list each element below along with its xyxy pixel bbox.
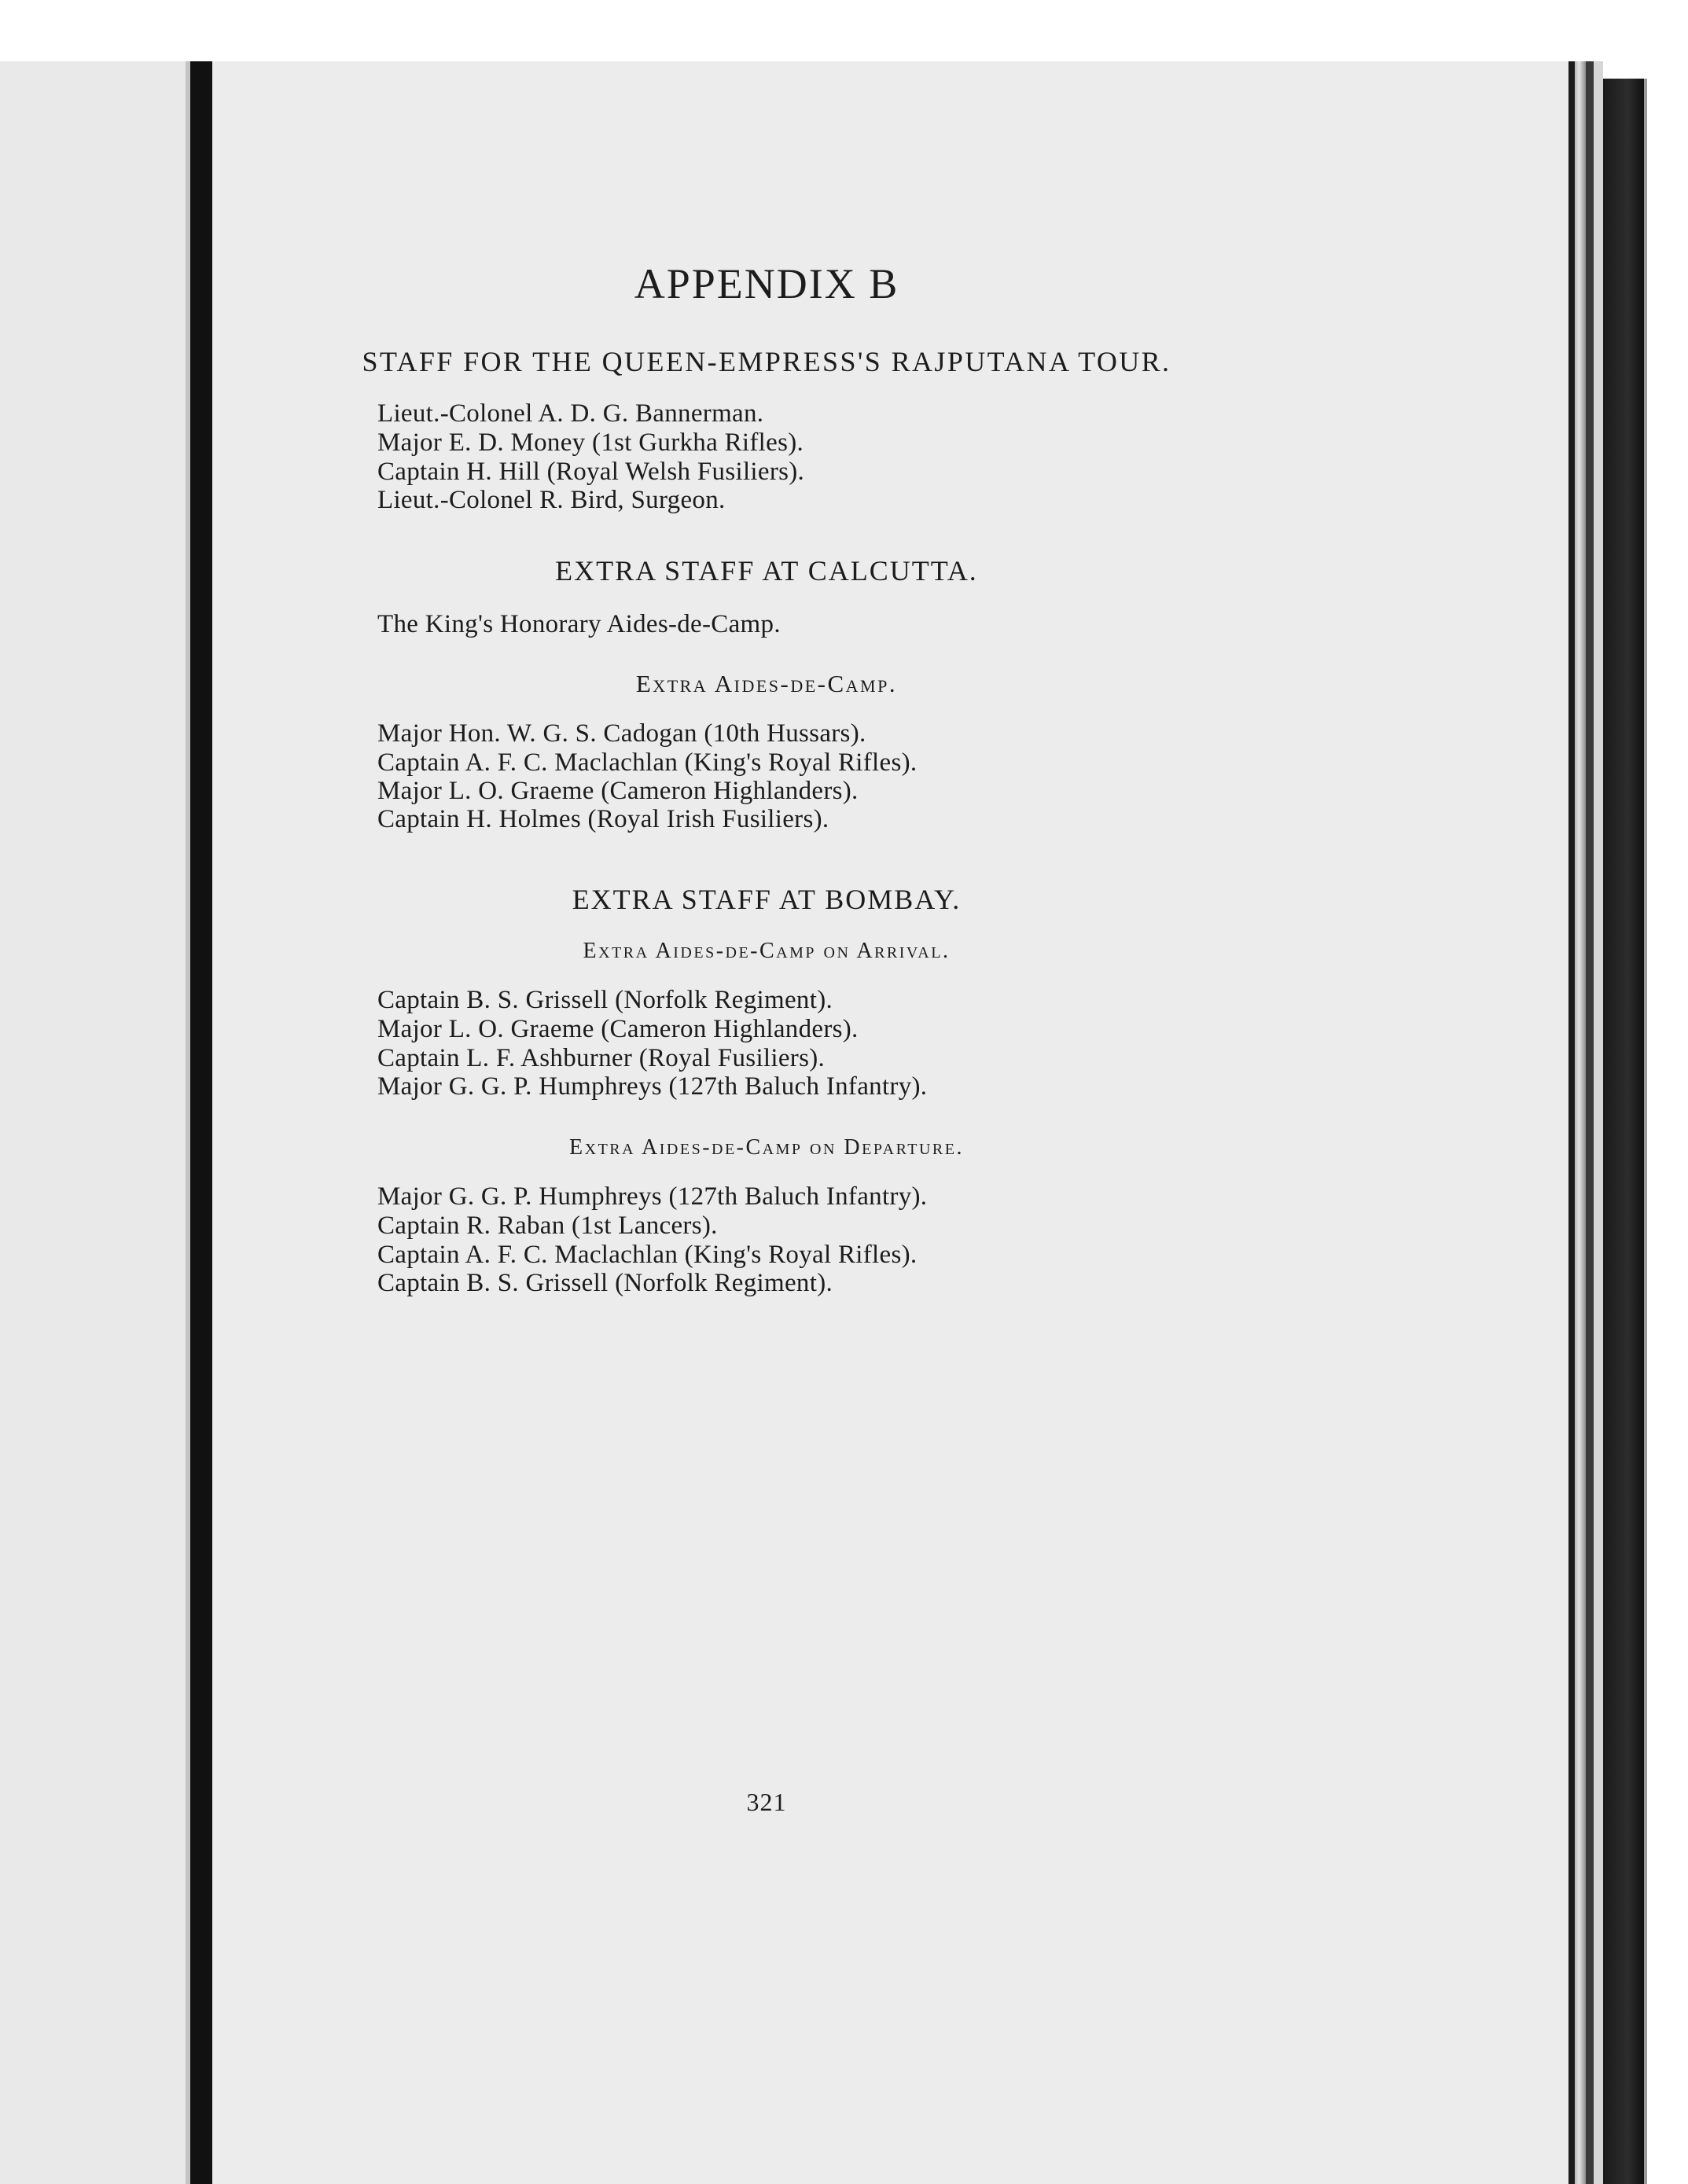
bombay-arrival-subheading: Extra Aides-de-Camp on Arrival. [583, 939, 951, 963]
calcutta-aides-subheading: Extra Aides-de-Camp. [635, 670, 898, 697]
rajputana-entry: Lieut.-Colonel R. Bird, Surgeon. [377, 486, 726, 514]
calcutta-honorary-note: The King's Honorary Aides-de-Camp. [377, 610, 781, 638]
calcutta-entry: Captain H. Holmes (Royal Irish Fusiliers). [377, 805, 829, 833]
rajputana-entry: Captain H. Hill (Royal Welsh Fusiliers). [377, 458, 805, 486]
bombay-departure-entry: Captain R. Raban (1st Lancers). [377, 1211, 718, 1240]
book-spine [190, 61, 212, 2184]
bombay-departure-entry: Major G. G. P. Humphreys (127th Baluch Infantry). [377, 1182, 928, 1211]
bombay-departure-entry: Captain B. S. Grissell (Norfolk Regiment). [377, 1269, 833, 1297]
bombay-departure-entry: Captain A. F. C. Maclachlan (King's Royal Rifles). [377, 1241, 918, 1269]
page-stack-edge [1575, 61, 1586, 2184]
calcutta-entry: Major L. O. Graeme (Cameron Highlanders). [377, 777, 859, 805]
calcutta-entry: Major Hon. W. G. S. Cadogan (10th Hussars). [377, 719, 866, 748]
book-cover-rim [1644, 79, 1647, 2184]
book-cover-edge [1603, 79, 1644, 2184]
page-stack-shadow [1586, 61, 1594, 2184]
bombay-departure-subheading: Extra Aides-de-Camp on Departure. [569, 1135, 964, 1160]
bombay-heading: EXTRA STAFF AT BOMBAY. [572, 884, 962, 915]
page-stack-light [1594, 61, 1603, 2184]
bombay-arrival-entry: Major L. O. Graeme (Cameron Highlanders). [377, 1015, 859, 1043]
appendix-title: APPENDIX B [634, 260, 899, 307]
rajputana-entry: Lieut.-Colonel A. D. G. Bannerman. [377, 399, 764, 428]
page-number: 321 [746, 1788, 787, 1816]
bombay-arrival-entry: Captain L. F. Ashburner (Royal Fusiliers). [377, 1044, 826, 1072]
book-page [212, 61, 1568, 2184]
page-edge-dark [1568, 61, 1575, 2184]
calcutta-entry: Captain A. F. C. Maclachlan (King's Royal Rifles). [377, 748, 918, 777]
facing-page-edge [0, 61, 187, 2184]
bombay-arrival-entry: Major G. G. P. Humphreys (127th Baluch Infantry). [377, 1072, 928, 1101]
calcutta-heading: EXTRA STAFF AT CALCUTTA. [555, 555, 978, 586]
bombay-arrival-entry: Captain B. S. Grissell (Norfolk Regiment). [377, 986, 833, 1014]
rajputana-entry: Major E. D. Money (1st Gurkha Rifles). [377, 428, 804, 457]
rajputana-heading: STAFF FOR THE QUEEN-EMPRESS'S RAJPUTANA TOUR. [362, 346, 1171, 377]
